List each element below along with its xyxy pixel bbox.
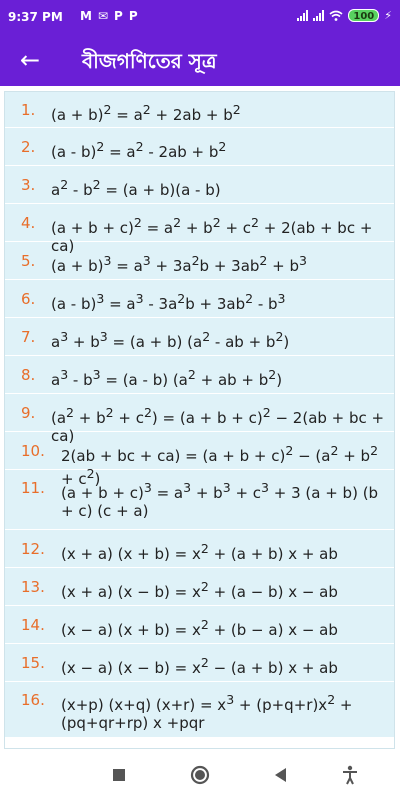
page-title: বীজগণিতের সূত্র bbox=[82, 49, 217, 73]
formula-text: $(a - b)^3 = a^3 - 3a^2b + 3ab^2 - b^3$ bbox=[51, 291, 286, 313]
formula-number: 15. bbox=[21, 654, 45, 672]
formula-text: $(a + b + c)^2 = a^2 + b^2 + c^2 + 2(ab$ + bc + ca) bbox=[51, 215, 373, 255]
formula-text: (x − a) $(x + b) = x^2 + (b - a) x$ − ab bbox=[61, 617, 338, 639]
formula-row[interactable] bbox=[5, 682, 394, 738]
formula-number: 6. bbox=[21, 290, 36, 308]
formula-row[interactable] bbox=[5, 470, 394, 530]
wifi-icon bbox=[329, 10, 343, 21]
system-nav-bar bbox=[0, 750, 400, 800]
formula-text: $a^3 + b^3 = (a + b)$ ($a^2$ - ab + $b^2$) bbox=[51, 329, 290, 351]
status-right bbox=[297, 9, 392, 22]
formula-number: 9. bbox=[21, 404, 36, 422]
formula-number: 3. bbox=[21, 176, 36, 194]
formula-number: 12. bbox=[21, 540, 45, 558]
formula-row[interactable] bbox=[5, 92, 394, 128]
formula-text: $a^2 - b^2 = (a + b)(a - b)$ bbox=[51, 177, 221, 199]
formula-row[interactable] bbox=[5, 318, 394, 356]
formula-row[interactable] bbox=[5, 280, 394, 318]
home-circle-icon[interactable] bbox=[189, 764, 211, 786]
recent-apps-square-icon[interactable] bbox=[108, 764, 130, 786]
signal-icon-2 bbox=[313, 10, 324, 21]
notification-icons bbox=[80, 9, 138, 23]
formula-number: 1. bbox=[21, 101, 36, 119]
app-bar bbox=[0, 34, 400, 86]
formula-number: 7. bbox=[21, 328, 36, 346]
back-triangle-icon[interactable] bbox=[270, 764, 292, 786]
formula-number: 4. bbox=[21, 214, 36, 232]
formula-row[interactable] bbox=[5, 356, 394, 394]
formula-number: 13. bbox=[21, 578, 45, 596]
formula-number: 5. bbox=[21, 252, 36, 270]
formula-row[interactable] bbox=[5, 166, 394, 204]
formula-text: $a^3 - b^3 = (a - b) (a^2$ + ab + $b^2$) bbox=[51, 367, 283, 389]
charging-icon: ⚡ bbox=[384, 9, 392, 22]
formula-row[interactable] bbox=[5, 644, 394, 682]
formula-text: 2(ab + bc + $ca) = (a + b + c)^2 - (a^2 + b^2 + c^2)$ bbox=[61, 443, 379, 488]
app-p-icon-2: P bbox=[128, 9, 138, 23]
formula-number: 2. bbox=[21, 138, 36, 156]
formula-number: 14. bbox=[21, 616, 45, 634]
formula-number: 10. bbox=[21, 442, 45, 460]
formula-row[interactable] bbox=[5, 606, 394, 644]
formula-row[interactable] bbox=[5, 568, 394, 606]
formula-text: (x − a) $(x - b) = x^2 - (a + b) x$ + ab bbox=[61, 655, 338, 677]
signal-icon bbox=[297, 10, 308, 21]
formula-number: 8. bbox=[21, 366, 36, 384]
formula-text: (x + a) $(x - b) = x^2 + (a - b) x$ − ab bbox=[61, 579, 338, 601]
message-icon: ✉ bbox=[97, 9, 109, 23]
status-bar bbox=[0, 0, 400, 34]
formula-text: $(a^2 + b^2 + c^2) = (a + b + c)^2 - 2(ab$ + bc + ca) bbox=[51, 405, 385, 445]
gmail-icon: M bbox=[80, 9, 92, 23]
formula-text: $(a + b)^3 = a^3 + 3a^2b + 3ab^2 + b^3$ bbox=[51, 253, 307, 275]
formula-text: $(a + b + c)^3 = a^3 + b^3 + c^3 + 3$ (a + b) (b + c) (c + a) bbox=[61, 480, 379, 520]
formula-text: (x+p) (x+q) $(x+r) = x^3 + (p+q+r)x^2 + (pq+qr+rp)$ x +pqr bbox=[61, 692, 353, 732]
status-time: 9:37 PM bbox=[8, 10, 63, 24]
formula-row[interactable] bbox=[5, 394, 394, 445]
formula-list bbox=[5, 92, 394, 738]
formula-text: (x + a) $(x + b) = x^2 + (a + b) x$ + ab bbox=[61, 541, 338, 563]
back-arrow-icon[interactable]: ← bbox=[19, 46, 41, 74]
formula-list-container[interactable] bbox=[4, 91, 395, 749]
accessibility-icon[interactable] bbox=[339, 764, 361, 786]
battery-icon: 100 bbox=[348, 9, 379, 22]
formula-text: $(a + b)^2 = a^2 + 2ab + b^2$ bbox=[51, 102, 241, 124]
formula-row[interactable] bbox=[5, 204, 394, 255]
formula-row[interactable] bbox=[5, 530, 394, 568]
formula-row[interactable] bbox=[5, 128, 394, 166]
formula-text: $(a - b)^2 = a^2 - 2ab + b^2$ bbox=[51, 139, 227, 161]
formula-number: 11. bbox=[21, 479, 45, 497]
formula-number: 16. bbox=[21, 691, 45, 709]
app-p-icon: P bbox=[114, 9, 123, 23]
